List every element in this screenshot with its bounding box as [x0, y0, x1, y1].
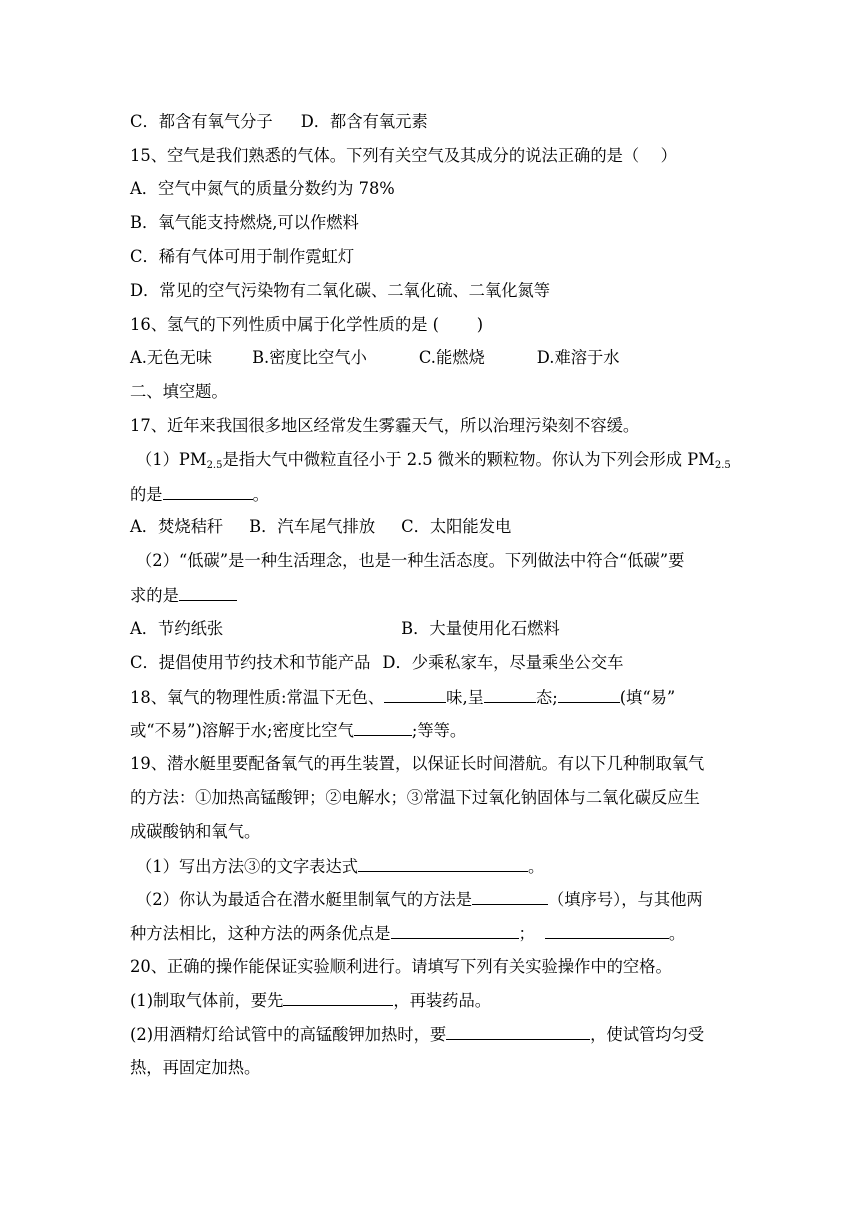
q18-text-a: 18、氧气的物理性质:常温下无色、	[130, 688, 385, 707]
q17-stem: 17、近年来我国很多地区经常发生雾霾天气，所以治理污染刻不容缓。	[130, 416, 640, 435]
q16-stem: 16、氢气的下列性质中属于化学性质的是 ( )	[130, 315, 484, 334]
option-b: B．汽车尾气排放	[249, 517, 376, 536]
q20-p1-text-a: (1)制取气体前，要先	[130, 991, 284, 1010]
q19-p2-text-c: 种方法相比，这种方法的两条优点是	[130, 924, 391, 943]
q18-text-c: 态;	[535, 688, 558, 707]
q19-line3: 成碳酸钠和氧气。	[130, 822, 261, 841]
period: 。	[252, 485, 269, 504]
section-heading: 二、填空题。	[130, 382, 228, 401]
option-c: C．都含有氧气分子	[130, 112, 273, 131]
q20-part1	[130, 989, 491, 1012]
q17-part2-options-ab	[130, 618, 560, 640]
q20-p1-text-b: ，再装药品。	[393, 991, 492, 1010]
option-b: B.密度比空气小	[252, 348, 367, 367]
q17-part1-line1	[136, 449, 731, 477]
q19-part2-line1	[136, 888, 703, 911]
q17-part1-line2	[130, 483, 269, 506]
q15-option-d: D．常见的空气污染物有二氧化碳、二氧化硫、二氧化氮等	[130, 281, 551, 300]
q15-option-a: A．空气中氮气的质量分数约为 78%	[130, 179, 395, 198]
q18-text-d: (填“易”	[619, 688, 676, 707]
q19-p1-text: （1）写出方法③的文字表达式	[136, 857, 359, 876]
q20-stem: 20、正确的操作能保证实验顺利进行。请填写下列有关实验操作中的空格。	[130, 957, 672, 976]
q17-p1-text-b: 是指大气中微粒直径小于 2.5 微米的颗粒物。你认为下列会形成 PM	[222, 450, 715, 469]
option-c: C．太阳能发电	[401, 517, 512, 536]
q18-text-b: 味,呈	[446, 688, 484, 707]
q16-options	[130, 347, 620, 369]
q19-p2-text-b: （填序号），与其他两	[548, 890, 703, 909]
q17-part2-line2	[130, 584, 237, 607]
answer-blank[interactable]	[391, 922, 519, 939]
period: 。	[668, 924, 686, 943]
q15-option-b: B．氧气能支持燃烧,可以作燃料	[130, 213, 359, 232]
q20-p2-text-a: (2)用酒精灯给试管中的高锰酸钾加热时，要	[130, 1025, 447, 1044]
option-d: D．都含有氧元素	[300, 112, 428, 131]
q17-part1-options	[130, 516, 511, 538]
q18-line1	[130, 686, 675, 709]
q18-text-e: 或“不易”)溶解于水;密度比空气	[130, 721, 354, 740]
q19-part2-line2	[130, 922, 685, 945]
answer-blank[interactable]	[163, 483, 253, 500]
q19-p2-text-a: （2）你认为最适合在潜水艇里制氧气的方法是	[136, 890, 472, 909]
answer-blank[interactable]	[558, 686, 620, 703]
option-b: B．大量使用化石燃料	[401, 619, 560, 638]
q19-line2: 的方法：①加热高锰酸钾；②电解水；③常温下过氧化钠固体与二氧化碳反应生	[130, 788, 700, 807]
option-a: A.无色无味	[130, 348, 213, 367]
q18-line2	[130, 719, 466, 742]
option-c: C.能燃烧	[418, 348, 485, 367]
q17-p1-text-c: 的是	[130, 485, 163, 504]
option-c: C．提倡使用节约技术和节能产品	[130, 653, 371, 672]
answer-blank[interactable]	[384, 686, 446, 703]
option-a: A．节约纸张	[130, 619, 224, 638]
answer-blank[interactable]	[545, 922, 669, 939]
pm-subscript: 2.5	[206, 460, 223, 471]
q15-stem: 15、空气是我们熟悉的气体。下列有关空气及其成分的说法正确的是（ ）	[130, 146, 677, 165]
q19-part1	[136, 855, 544, 878]
q17-part2-options-cd	[130, 652, 623, 674]
q18-text-f: ;等等。	[411, 721, 467, 740]
q20-part2-line2: 热，再固定加热。	[130, 1058, 261, 1077]
period: 。	[528, 857, 545, 876]
q17-part2-line1: （2）“低碳”是一种生活理念，也是一种生活态度。下列做法中符合“低碳”要	[136, 551, 685, 570]
answer-blank[interactable]	[179, 584, 237, 601]
q15-option-c: C．稀有气体可用于制作霓虹灯	[130, 247, 355, 266]
q14-options-cd	[130, 111, 428, 133]
answer-blank[interactable]	[446, 1023, 590, 1040]
q20-part2-line1	[130, 1023, 704, 1046]
answer-blank[interactable]	[472, 888, 548, 905]
answer-blank[interactable]	[354, 719, 412, 736]
answer-blank[interactable]	[283, 989, 393, 1006]
answer-blank[interactable]	[484, 686, 536, 703]
q20-p2-text-b: ，使试管均匀受	[590, 1025, 705, 1044]
option-d: D.难溶于水	[536, 348, 620, 367]
answer-blank[interactable]	[358, 855, 528, 872]
semicolon: ；	[518, 924, 535, 943]
pm-subscript: 2.5	[714, 460, 731, 471]
q17-p2-text: 求的是	[130, 586, 179, 605]
option-d: D．少乘私家车，尽量乘坐公交车	[382, 653, 624, 672]
option-a: A．焚烧秸秆	[130, 517, 224, 536]
q19-line1: 19、潜水艇里要配备氧气的再生装置，以保证长时间潜航。有以下几种制取氧气	[130, 754, 705, 773]
q17-p1-text-a: （1）PM	[136, 450, 207, 469]
